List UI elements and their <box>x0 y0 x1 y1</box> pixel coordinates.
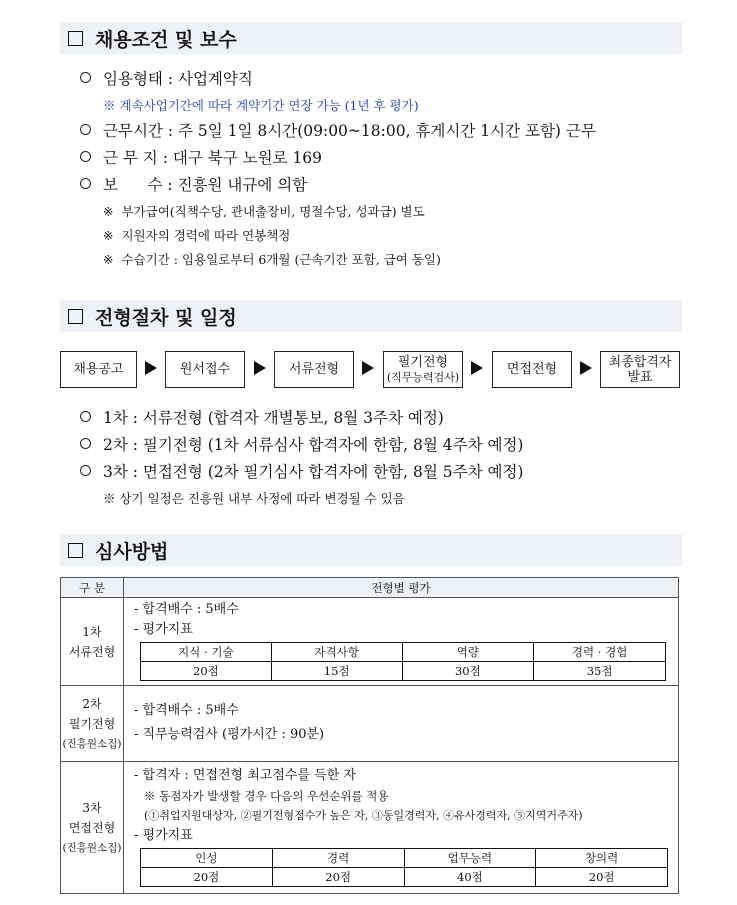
section-header-process <box>60 300 682 332</box>
circle-bullet-icon <box>80 151 91 162</box>
header-evaluation: 전형별 평가 <box>124 578 679 598</box>
flow-step-document: 서류전형 <box>274 351 354 388</box>
schedule-item: 3차 : 면접전형 (2차 필기심사 합격자에 한함, 8월 5주차 예정) <box>80 460 523 482</box>
row-label: 2차 필기전형 (진흥원소집) <box>61 686 124 762</box>
checkbox-square-icon <box>68 309 83 324</box>
pay-note: ※ 수습기간 : 임용일로부터 6개월 (근속기간 포함, 급여 동일) <box>103 252 441 267</box>
pay: 보 수 : 진흥원 내규에 의함 <box>80 173 307 195</box>
flow-step-announcement: 채용공고 <box>60 351 137 388</box>
flow-step-interview: 면접전형 <box>492 351 572 388</box>
arrow-right-icon <box>471 361 483 375</box>
table-row <box>61 598 679 686</box>
row-content: - 합격자 : 면접전형 최고점수를 득한 자 ※ 동점자가 발생할 경우 다음의 우선순위를 적용 (①취업지원대상자, ②필기전형점수가 높은 자, ③동일경력자, ④유사경력자, ⑤지역거주자) - 평가지표 인성 경력 업무능력 창의력 20점 20점 40점 20점 <box>124 762 679 894</box>
pay-note: ※ 부가급여(직책수당, 관내출장비, 명절수당, 성과급) 별도 <box>103 204 425 219</box>
row-label: 1차 서류전형 <box>61 598 124 686</box>
table-row <box>61 762 679 894</box>
table-row <box>61 686 679 762</box>
working-hours: 근무시간 : 주 5일 1일 8시간(09:00~18:00, 휴게시간 1시간 포함) 근무 <box>80 119 596 141</box>
circle-bullet-icon <box>80 411 91 422</box>
flow-step-application: 원서접수 <box>165 351 245 388</box>
schedule-item: 1차 : 서류전형 (합격자 개별통보, 8월 3주차 예정) <box>80 406 444 428</box>
arrow-right-icon <box>145 361 157 375</box>
arrow-right-icon <box>580 361 592 375</box>
work-location: 근 무 지 : 대구 북구 노원로 169 <box>80 146 322 168</box>
arrow-right-icon <box>362 361 374 375</box>
header-category: 구 분 <box>61 578 124 598</box>
row-label: 3차 면접전형 (진흥원소집) <box>61 762 124 894</box>
section-header-conditions <box>60 22 682 54</box>
score-table: 인성 경력 업무능력 창의력 20점 20점 40점 20점 <box>140 848 668 887</box>
row-content: - 합격배수 : 5배수 - 직무능력검사 (평가시간 : 90분) <box>124 686 679 762</box>
section-header-evaluation <box>60 534 682 566</box>
schedule-note: ※ 상기 일정은 진흥원 내부 사정에 따라 변경될 수 있음 <box>103 491 405 506</box>
score-table: 지식 · 기술 자격사항 역량 경력 · 경험 20점 15점 30점 35점 <box>140 642 666 681</box>
section-title: 전형절차 및 일정 <box>95 306 237 329</box>
table-header-row <box>61 578 679 598</box>
flow-step-final: 최종합격자 발표 <box>600 351 680 388</box>
evaluation-table <box>60 577 679 894</box>
section-title: 채용조건 및 보수 <box>95 28 237 51</box>
circle-bullet-icon <box>80 465 91 476</box>
arrow-right-icon <box>254 361 266 375</box>
circle-bullet-icon <box>80 178 91 189</box>
circle-bullet-icon <box>80 124 91 135</box>
checkbox-square-icon <box>68 543 83 558</box>
employment-type: 임용형태 : 사업계약직 <box>80 67 253 89</box>
flow-step-written: 필기전형 (직무능력검사) <box>383 351 463 388</box>
schedule-item: 2차 : 필기전형 (1차 서류심사 합격자에 한함, 8월 4주차 예정) <box>80 433 523 455</box>
checkbox-square-icon <box>68 31 83 46</box>
circle-bullet-icon <box>80 72 91 83</box>
circle-bullet-icon <box>80 438 91 449</box>
row-content: - 합격배수 : 5배수 - 평가지표 지식 · 기술 자격사항 역량 경력 · 경험 20점 15점 30점 35점 <box>124 598 679 686</box>
employment-note: ※ 계속사업기간에 따라 계약기간 연장 가능 (1년 후 평가) <box>103 98 419 113</box>
section-title: 심사방법 <box>95 540 169 563</box>
pay-note: ※ 지원자의 경력에 따라 연봉책정 <box>103 228 291 243</box>
